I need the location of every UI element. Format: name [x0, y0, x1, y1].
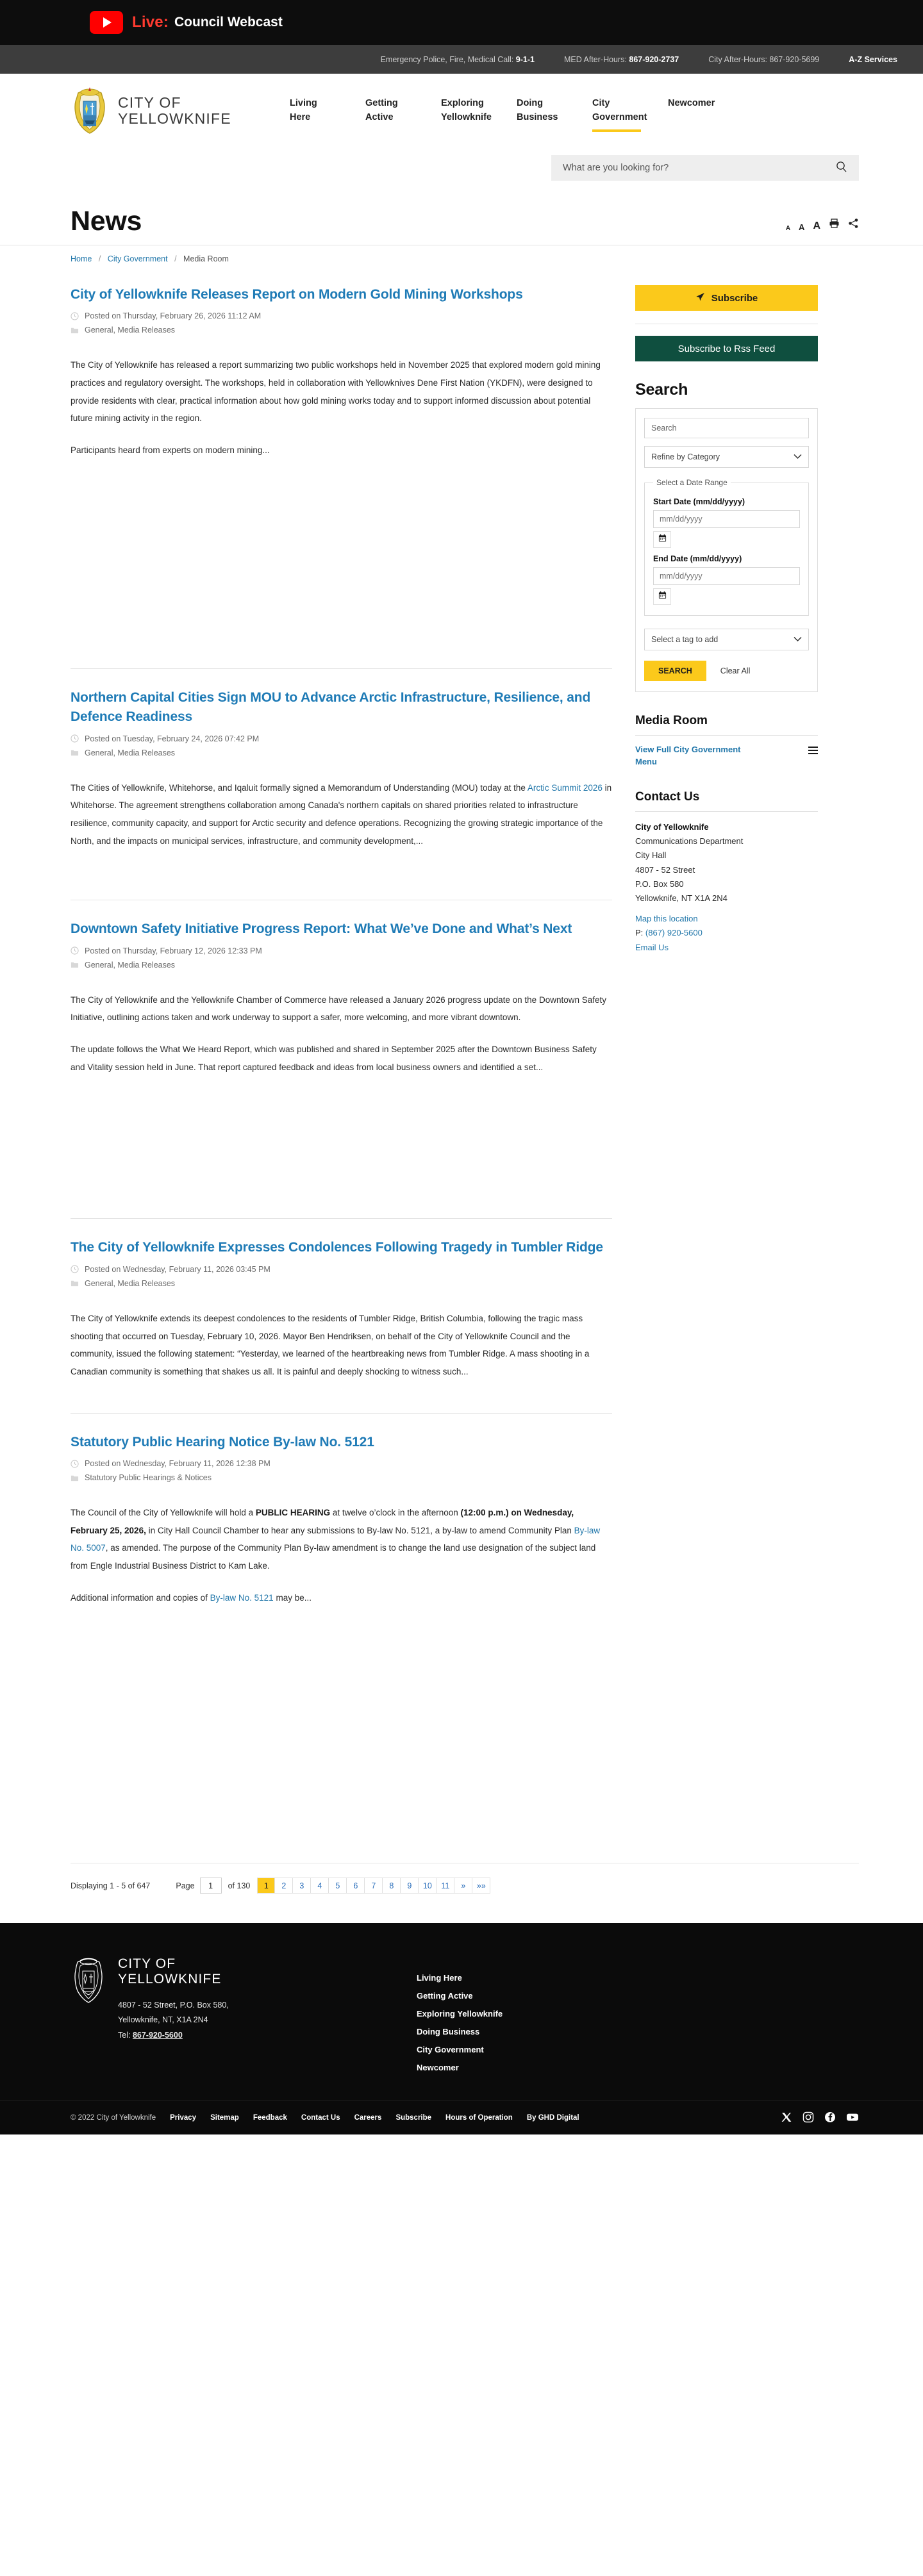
news-item-paragraph: The City of Yellowknife has released a report summarizing two public workshops held in November 2025 that explored modern gold mining practices and regulatory oversight. The workshops, held in collaboration with Yellowknives Dene First Nation (YKDFN), were designed to provide residents with clear, practical information about how gold mining works today and to support informed discussion about potential future mining activity in the region.	[71, 360, 601, 424]
pagination-page-11[interactable]: 11	[437, 1878, 454, 1894]
contact-building: City Hall	[635, 850, 667, 861]
news-list	[71, 285, 612, 1835]
pagination-page-list	[257, 1878, 490, 1894]
contact-details	[635, 820, 818, 955]
footer-social-links	[781, 2111, 859, 2124]
live-label: Live:	[132, 13, 169, 31]
media-room-heading: Media Room	[635, 714, 708, 727]
news-item	[71, 900, 612, 1218]
news-item-date-text: Posted on Tuesday, February 24, 2026 07:42 PM	[85, 734, 260, 743]
contact-street: 4807 - 52 Street	[635, 864, 695, 875]
news-item-paragraph: The update follows the What We Heard Report, which was published and shared in September 2025 after the Downtown Business Safety and Vitality session held in June. That report captured feedback and ideas from local business owners and identified a set...	[71, 1044, 597, 1072]
news-item-date	[71, 1459, 612, 1468]
youtube-play-icon	[90, 11, 123, 34]
page-title: News	[71, 206, 142, 236]
folder-icon	[71, 961, 79, 969]
pagination-total-pages: of 130	[228, 1881, 251, 1890]
footer-link-newcomer[interactable]: Newcomer	[417, 2063, 459, 2073]
text-size-small-button[interactable]: A	[785, 225, 791, 232]
news-item-categories	[71, 1473, 612, 1482]
emergency-item-911: Emergency Police, Fire, Medical Call: 9-1-1	[380, 54, 535, 64]
pagination-page-1[interactable]: 1	[257, 1878, 275, 1894]
pagination-page-5[interactable]: 5	[329, 1878, 347, 1894]
site-header	[0, 74, 923, 148]
footer-tel-prefix: Tel:	[118, 2031, 133, 2040]
news-item-date	[71, 1265, 612, 1274]
a-z-services-link[interactable]: A-Z Services	[849, 54, 897, 64]
news-item-paragraph: The Cities of Yellowknife, Whitehorse, and Iqaluit formally signed a Memorandum of Understanding (MOU) today at the Arctic Summit 2026 in Whitehorse. The agreement strengthens collaboration among Canada's northern capitals on shared priorities related to infrastructure resilience, community capacity, and support for Arctic security and defence operations. Recognizing the growing strategic importance of the North, and the impacts on municipal services, infrastructure, and community development,...	[71, 782, 612, 846]
end-date-label: End Date (mm/dd/yyyy)	[653, 554, 742, 563]
pagination-page-label: Page	[176, 1881, 195, 1890]
main-navigation	[274, 97, 728, 125]
news-item-paragraph: The City of Yellowknife and the Yellowknife Chamber of Commerce have released a January 2026 progress update on the Downtown Safety Initiative, outlining actions taken and work underway to support a safer, more welcoming, and more vibrant downtown.	[71, 995, 606, 1023]
nav-item-newcomer[interactable]: Newcomer	[668, 98, 715, 109]
contact-department: Communications Department	[635, 836, 744, 846]
emergency-item-med-after-hours: MED After-Hours: 867-920-2737	[563, 54, 679, 64]
clock-icon	[71, 1460, 79, 1468]
refine-by-category-select[interactable]	[644, 446, 809, 468]
news-item-title-link[interactable]: Statutory Public Hearing Notice By-law No. 5121	[71, 1434, 374, 1449]
contact-city: Yellowknife, NT X1A 2N4	[635, 893, 728, 904]
live-title: Council Webcast	[174, 15, 283, 29]
news-item-date	[71, 734, 612, 743]
folder-icon	[71, 1279, 79, 1287]
footer-link-feedback[interactable]: Feedback	[253, 2114, 287, 2122]
subscribe-button[interactable]	[635, 285, 818, 311]
pagination-page-8[interactable]: 8	[383, 1878, 401, 1894]
end-date-input[interactable]	[653, 567, 800, 585]
inline-link[interactable]: By-law No. 5121	[210, 1592, 274, 1603]
news-item-title-link[interactable]: City of Yellowknife Releases Report on Modern Gold Mining Workshops	[71, 287, 523, 302]
calendar-icon	[658, 534, 667, 545]
news-item-categories-text: General, Media Releases	[85, 1278, 176, 1288]
paper-plane-icon	[695, 292, 705, 304]
contact-phone-prefix: P:	[635, 928, 645, 938]
chevron-down-icon	[794, 635, 802, 644]
footer-link-getting-active[interactable]: Getting Active	[417, 1991, 473, 2001]
city-crest-icon	[71, 1956, 106, 2004]
footer-bottom-bar	[0, 2101, 923, 2134]
site-search-box[interactable]	[551, 155, 859, 181]
live-banner[interactable]	[0, 0, 923, 45]
clock-icon	[71, 946, 79, 955]
news-item-categories-text: Statutory Public Hearings & Notices	[85, 1473, 212, 1483]
footer-link-privacy[interactable]: Privacy	[170, 2114, 197, 2122]
breadcrumb-separator: /	[174, 254, 177, 263]
inline-link[interactable]: Arctic Summit 2026	[527, 782, 603, 793]
news-item-body	[71, 991, 612, 1077]
text-size-large-button[interactable]: A	[813, 220, 820, 231]
view-full-city-government-menu-link[interactable]: View Full City Government Menu	[635, 745, 741, 766]
site-search-input[interactable]	[563, 163, 813, 173]
news-item-body	[71, 779, 612, 850]
footer-link-doing-business[interactable]: Doing Business	[417, 2027, 480, 2037]
pagination-next-button[interactable]: »	[454, 1878, 472, 1894]
contact-phone-link[interactable]: (867) 920-5600	[645, 928, 703, 938]
brand-wordmark: CITY OF YELLOWKNIFE	[118, 94, 231, 127]
youtube-icon[interactable]	[846, 2111, 859, 2124]
nav-item-doing-business[interactable]: Doing Business	[517, 98, 558, 122]
news-item-title-link[interactable]: The City of Yellowknife Expresses Condolences Following Tragedy in Tumbler Ridge	[71, 1240, 603, 1255]
footer-link-by-ghd-digital[interactable]: By GHD Digital	[526, 2114, 579, 2122]
city-crest-icon	[71, 87, 109, 135]
folder-icon	[71, 1474, 79, 1482]
site-search-row	[0, 148, 923, 188]
breadcrumb-item-home[interactable]: Home	[71, 254, 92, 263]
divider	[635, 811, 818, 812]
news-item	[71, 285, 612, 668]
full-menu-row	[635, 744, 818, 768]
pagination-page-10[interactable]: 10	[419, 1878, 437, 1894]
select-tag-label: Select a tag to add	[651, 635, 719, 644]
nav-item-living-here[interactable]: Living Here	[290, 98, 317, 122]
news-item-paragraph: The Council of the City of Yellowknife will hold a PUBLIC HEARING at twelve o’clock in the afternoon (12:00 p.m.) on Wednesday, February 25, 2026, in City Hall Council Chamber to hear any submissions to By-law No. 5121, a by-law to amend Community Plan By-law No. 5007, as amended. The purpose of the Community Plan By-law amendment is to change the land use designation of the subject land from Engle Industrial Business District to Kam Lake.	[71, 1508, 601, 1571]
print-icon[interactable]	[829, 218, 840, 232]
news-search-form	[635, 408, 818, 692]
pagination-last-button[interactable]: »»	[472, 1878, 490, 1894]
divider	[635, 735, 818, 736]
rss-button-label: Subscribe to Rss Feed	[678, 343, 776, 354]
footer-link-hours-of-operation[interactable]: Hours of Operation	[445, 2114, 513, 2122]
folder-icon	[71, 326, 79, 334]
select-tag-dropdown[interactable]	[644, 629, 809, 650]
date-range-legend: Select a Date Range	[656, 478, 728, 487]
footer-address-line2: Yellowknife, NT, X1A 2N4	[118, 2015, 208, 2025]
news-item-categories-text: General, Media Releases	[85, 326, 176, 335]
news-item-categories-text: General, Media Releases	[85, 960, 176, 970]
footer-link-exploring-yellowknife[interactable]: Exploring Yellowknife	[417, 2009, 503, 2019]
instagram-icon[interactable]	[802, 2111, 815, 2124]
nav-item-exploring-yellowknife[interactable]: Exploring Yellowknife	[441, 98, 492, 122]
breadcrumb-item-city-government[interactable]: City Government	[107, 254, 168, 263]
news-item-date	[71, 311, 612, 320]
share-icon[interactable]	[848, 218, 859, 232]
site-footer	[0, 1923, 923, 2134]
emphasis-text: (12:00 p.m.) on Wednesday, February 25, 2026,	[71, 1508, 574, 1535]
search-submit-button[interactable]: SEARCH	[644, 661, 706, 681]
page-body	[0, 263, 923, 1835]
news-item-title-link[interactable]: Northern Capital Cities Sign MOU to Advance Arctic Infrastructure, Resilience, and Defence Readiness	[71, 689, 591, 725]
footer-link-living-here[interactable]: Living Here	[417, 1973, 462, 1983]
news-item	[71, 1413, 612, 1835]
footer-address-line1: 4807 - 52 Street, P.O. Box 580,	[118, 2000, 229, 2010]
calendar-icon	[658, 591, 667, 602]
footer-navigation	[417, 1956, 503, 2072]
pagination-page-2[interactable]: 2	[275, 1878, 293, 1894]
page-header	[0, 188, 923, 237]
footer-link-subscribe[interactable]: Subscribe	[395, 2114, 432, 2122]
start-date-label: Start Date (mm/dd/yyyy)	[653, 497, 745, 506]
contact-us-heading: Contact Us	[635, 789, 700, 804]
page-tools	[786, 218, 859, 237]
site-logo-link[interactable]	[71, 87, 263, 135]
news-item-body	[71, 356, 612, 459]
footer-link-city-government[interactable]: City Government	[417, 2045, 484, 2055]
news-item-body	[71, 1310, 612, 1381]
footer-wordmark: CITY OF YELLOWKNIFE	[118, 1956, 222, 1986]
footer-link-contact-us[interactable]: Contact Us	[301, 2114, 340, 2122]
clock-icon	[71, 312, 79, 320]
emergency-item-city-after-hours: City After-Hours: 867-920-5699	[708, 54, 820, 64]
clear-all-link[interactable]: Clear All	[720, 666, 751, 675]
nav-item-getting-active[interactable]: Getting Active	[365, 98, 398, 122]
news-item-categories	[71, 1279, 612, 1288]
contact-po-box: P.O. Box 580	[635, 879, 684, 889]
news-item-categories	[71, 748, 612, 757]
email-us-link[interactable]: Email Us	[635, 942, 669, 952]
footer-link-careers[interactable]: Careers	[354, 2114, 382, 2122]
contact-org: City of Yellowknife	[635, 822, 709, 832]
news-item	[71, 668, 612, 900]
news-item	[71, 1218, 612, 1412]
news-item-date	[71, 946, 612, 955]
footer-tel-link[interactable]: 867-920-5600	[132, 2031, 183, 2040]
clock-icon	[71, 1265, 79, 1273]
pagination-page-6[interactable]: 6	[347, 1878, 365, 1894]
pagination-page-9[interactable]: 9	[401, 1878, 419, 1894]
sidebar-search-heading: Search	[635, 381, 688, 399]
news-item-body	[71, 1504, 612, 1606]
folder-icon	[71, 748, 79, 757]
date-range-fieldset	[644, 478, 809, 616]
news-item-categories	[71, 326, 612, 334]
news-search-input[interactable]	[644, 418, 809, 438]
news-item-title-link[interactable]: Downtown Safety Initiative Progress Report: What We’ve Done and What’s Next	[71, 921, 572, 937]
refine-by-category-label: Refine by Category	[651, 452, 720, 461]
news-item-date-text: Posted on Wednesday, February 11, 2026 03:45 PM	[85, 1264, 270, 1274]
emphasis-text: PUBLIC HEARING	[255, 1508, 331, 1518]
nav-item-city-government[interactable]: City Government	[577, 97, 653, 125]
subscribe-button-label: Subscribe	[711, 292, 758, 304]
chevron-down-icon	[794, 452, 802, 461]
rss-subscribe-button[interactable]	[635, 336, 818, 361]
x-twitter-icon[interactable]	[781, 2111, 794, 2124]
footer-address	[118, 1998, 229, 2043]
search-icon[interactable]	[836, 161, 847, 176]
pagination	[71, 1863, 859, 1913]
pagination-count: Displaying 1 - 5 of 647	[71, 1881, 151, 1890]
news-item-paragraph: The City of Yellowknife extends its deepest condolences to the residents of Tumbler Ridge, British Columbia, following the tragic mass shooting that occurred on Tuesday, February 10, 2026. Mayor Ben Hendriksen, on behalf of the City of Yellowknife Council and the community, issued the following statement: “Yesterday, we learned of the heartbreaking news from Tumbler Ridge. A mass shooting in a Canadian community is something that shakes us all. It is painful and deeply shocking to witness such...	[71, 1313, 590, 1376]
news-item-paragraph: Participants heard from experts on modern mining...	[71, 445, 270, 456]
start-date-calendar-button[interactable]	[653, 531, 671, 548]
end-date-calendar-button[interactable]	[653, 588, 671, 605]
news-item-date-text: Posted on Thursday, February 26, 2026 11:12 AM	[85, 311, 262, 321]
breadcrumb	[0, 245, 923, 263]
footer-brand	[71, 1956, 340, 2072]
search-actions	[644, 661, 809, 681]
news-item-categories	[71, 961, 612, 970]
news-item-date-text: Posted on Thursday, February 12, 2026 12:33 PM	[85, 946, 262, 955]
footer-link-sitemap[interactable]: Sitemap	[210, 2114, 239, 2122]
breadcrumb-item-media-room: Media Room	[183, 254, 229, 263]
text-size-medium-button[interactable]: A	[799, 222, 805, 232]
emergency-contact-bar	[0, 45, 923, 74]
clock-icon	[71, 734, 79, 743]
start-date-input[interactable]	[653, 510, 800, 528]
news-item-paragraph: Additional information and copies of By-law No. 5121 may be...	[71, 1592, 312, 1603]
news-item-date-text: Posted on Wednesday, February 11, 2026 12:38 PM	[85, 1459, 270, 1469]
footer-copyright: © 2022 City of Yellowknife	[71, 2114, 156, 2122]
hamburger-menu-icon[interactable]	[808, 747, 818, 754]
pagination-page-7[interactable]: 7	[365, 1878, 383, 1894]
map-this-location-link[interactable]: Map this location	[635, 913, 698, 923]
sidebar	[635, 285, 818, 955]
breadcrumb-separator: /	[98, 254, 101, 263]
pagination-page-3[interactable]: 3	[293, 1878, 311, 1894]
pagination-page-input[interactable]	[200, 1878, 222, 1894]
inline-link[interactable]: By-law No. 5007	[71, 1525, 601, 1553]
pagination-page-4[interactable]: 4	[311, 1878, 329, 1894]
news-item-categories-text: General, Media Releases	[85, 748, 176, 757]
facebook-icon[interactable]	[824, 2111, 837, 2124]
